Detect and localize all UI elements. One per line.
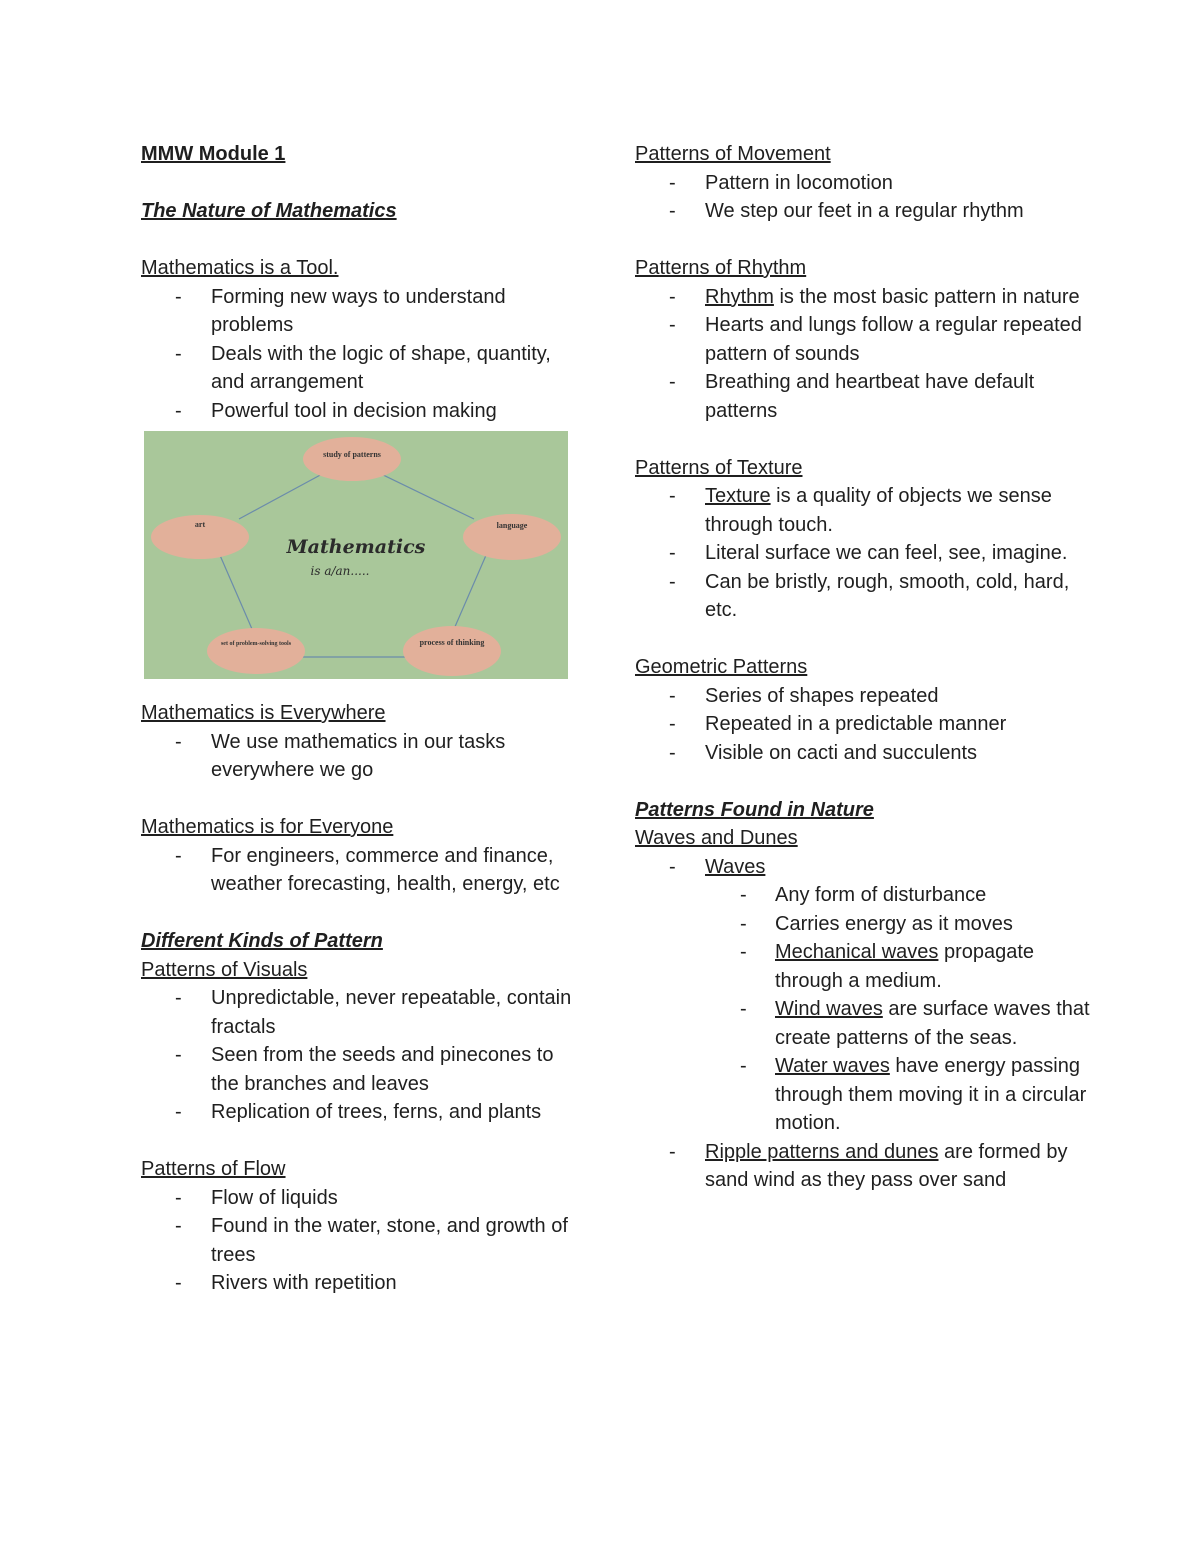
list-item: - Rivers with repetition bbox=[141, 1269, 581, 1298]
list-item bbox=[635, 853, 1095, 1138]
node-top-label: study of patterns bbox=[323, 450, 381, 459]
list-item: - Series of shapes repeated bbox=[635, 682, 1095, 711]
waves-dunes-list bbox=[635, 853, 1095, 1195]
diagram-svg bbox=[144, 431, 568, 679]
geometric-heading: Geometric Patterns bbox=[635, 656, 808, 678]
diagram-center-title: Mathematics bbox=[286, 536, 426, 558]
tool-list bbox=[141, 283, 581, 426]
list-item: - Flow of liquids bbox=[141, 1184, 581, 1213]
everyone-list bbox=[141, 842, 581, 899]
node-bottom-left bbox=[207, 628, 305, 674]
diagram-center-subtitle: is a/an..... bbox=[310, 564, 370, 578]
waves-term: Waves bbox=[705, 855, 766, 878]
sublist-item bbox=[635, 995, 1095, 1052]
ripple-definition: are formed by sand wind as they pass over sand bbox=[705, 1140, 1068, 1191]
list-item bbox=[635, 482, 1095, 539]
texture-list bbox=[635, 482, 1095, 625]
document-title: MMW Module 1 bbox=[141, 143, 286, 165]
wind-waves-definition: are surface waves that create patterns of the seas. bbox=[775, 998, 1090, 1049]
sublist-item: - Any form of disturbance bbox=[635, 881, 1095, 910]
waves-dunes-heading: Waves and Dunes bbox=[635, 827, 798, 849]
movement-list bbox=[635, 169, 1095, 226]
mathematics-diagram bbox=[144, 431, 568, 679]
node-top bbox=[303, 437, 401, 481]
wind-waves-term: Wind waves bbox=[775, 998, 883, 1020]
texture-heading: Patterns of Texture bbox=[635, 456, 803, 479]
node-bottom-right-label: process of thinking bbox=[419, 638, 485, 647]
visuals-heading: Patterns of Visuals bbox=[141, 958, 308, 981]
geometric-list bbox=[635, 682, 1095, 768]
list-item: - Repeated in a predictable manner bbox=[635, 710, 1095, 739]
water-waves-term: Water waves bbox=[775, 1055, 890, 1077]
texture-definition: is a quality of objects we sense through touch. bbox=[705, 485, 1052, 536]
left-column bbox=[141, 140, 581, 1298]
list-item bbox=[635, 1138, 1095, 1195]
list-item: - Unpredictable, never repeatable, contain fractals bbox=[141, 984, 581, 1041]
list-item: - Hearts and lungs follow a regular repeated pattern of sounds bbox=[635, 311, 1095, 368]
mechanical-waves-definition: propagate through a medium. bbox=[775, 941, 1035, 992]
patterns-in-nature-heading: Patterns Found in Nature bbox=[635, 798, 874, 821]
node-left-label: art bbox=[194, 520, 206, 529]
everywhere-list bbox=[141, 728, 581, 785]
tool-heading: Mathematics is a Tool. bbox=[141, 257, 339, 279]
list-item: - Forming new ways to understand problems bbox=[141, 283, 581, 340]
flow-list bbox=[141, 1184, 581, 1298]
list-item: - Seen from the seeds and pinecones to the branches and leaves bbox=[141, 1041, 581, 1098]
sublist-item: - Carries energy as it moves bbox=[635, 910, 1095, 939]
sublist-item bbox=[635, 1052, 1095, 1138]
list-item: - Replication of trees, ferns, and plants bbox=[141, 1098, 581, 1127]
list-item: - Breathing and heartbeat have default patterns bbox=[635, 368, 1095, 425]
node-right-label: language bbox=[496, 521, 528, 530]
water-waves-definition: have energy passing through them moving it in a circular motion. bbox=[775, 1055, 1087, 1134]
movement-heading: Patterns of Movement bbox=[635, 143, 831, 165]
node-bottom-right bbox=[403, 626, 501, 676]
everyone-heading: Mathematics is for Everyone bbox=[141, 816, 394, 838]
list-item: - We step our feet in a regular rhythm bbox=[635, 197, 1095, 226]
right-column bbox=[635, 140, 1095, 1195]
node-bottom-left-label: set of problem-solving tools bbox=[220, 641, 292, 647]
ripple-term: Ripple patterns and dunes bbox=[705, 1140, 939, 1163]
rhythm-term: Rhythm bbox=[705, 285, 774, 308]
rhythm-list bbox=[635, 283, 1095, 426]
different-kinds-heading: Different Kinds of Pattern bbox=[141, 930, 383, 952]
waves-sublist bbox=[635, 881, 1095, 1138]
list-item: - Found in the water, stone, and growth of trees bbox=[141, 1212, 581, 1269]
list-item: - For engineers, commerce and finance, weather forecasting, health, energy, etc bbox=[141, 842, 581, 899]
list-item: - Visible on cacti and succulents bbox=[635, 739, 1095, 768]
sublist-item bbox=[635, 938, 1095, 995]
texture-term: Texture bbox=[705, 485, 771, 507]
nature-of-mathematics-heading: The Nature of Mathematics bbox=[141, 200, 397, 222]
visuals-list bbox=[141, 984, 581, 1127]
list-item bbox=[635, 283, 1095, 312]
list-item: - Pattern in locomotion bbox=[635, 169, 1095, 198]
everywhere-heading: Mathematics is Everywhere bbox=[141, 702, 386, 724]
flow-heading: Patterns of Flow bbox=[141, 1158, 286, 1180]
list-item: - Powerful tool in decision making bbox=[141, 397, 581, 426]
rhythm-definition: is the most basic pattern in nature bbox=[773, 285, 1080, 308]
list-item: - We use mathematics in our tasks everywhere we go bbox=[141, 728, 581, 785]
list-item: - Can be bristly, rough, smooth, cold, hard, etc. bbox=[635, 568, 1095, 625]
rhythm-heading: Patterns of Rhythm bbox=[635, 257, 807, 279]
mechanical-waves-term: Mechanical waves bbox=[775, 941, 939, 963]
list-item: - Deals with the logic of shape, quantity, and arrangement bbox=[141, 340, 581, 397]
list-item: - Literal surface we can feel, see, imagine. bbox=[635, 539, 1095, 568]
